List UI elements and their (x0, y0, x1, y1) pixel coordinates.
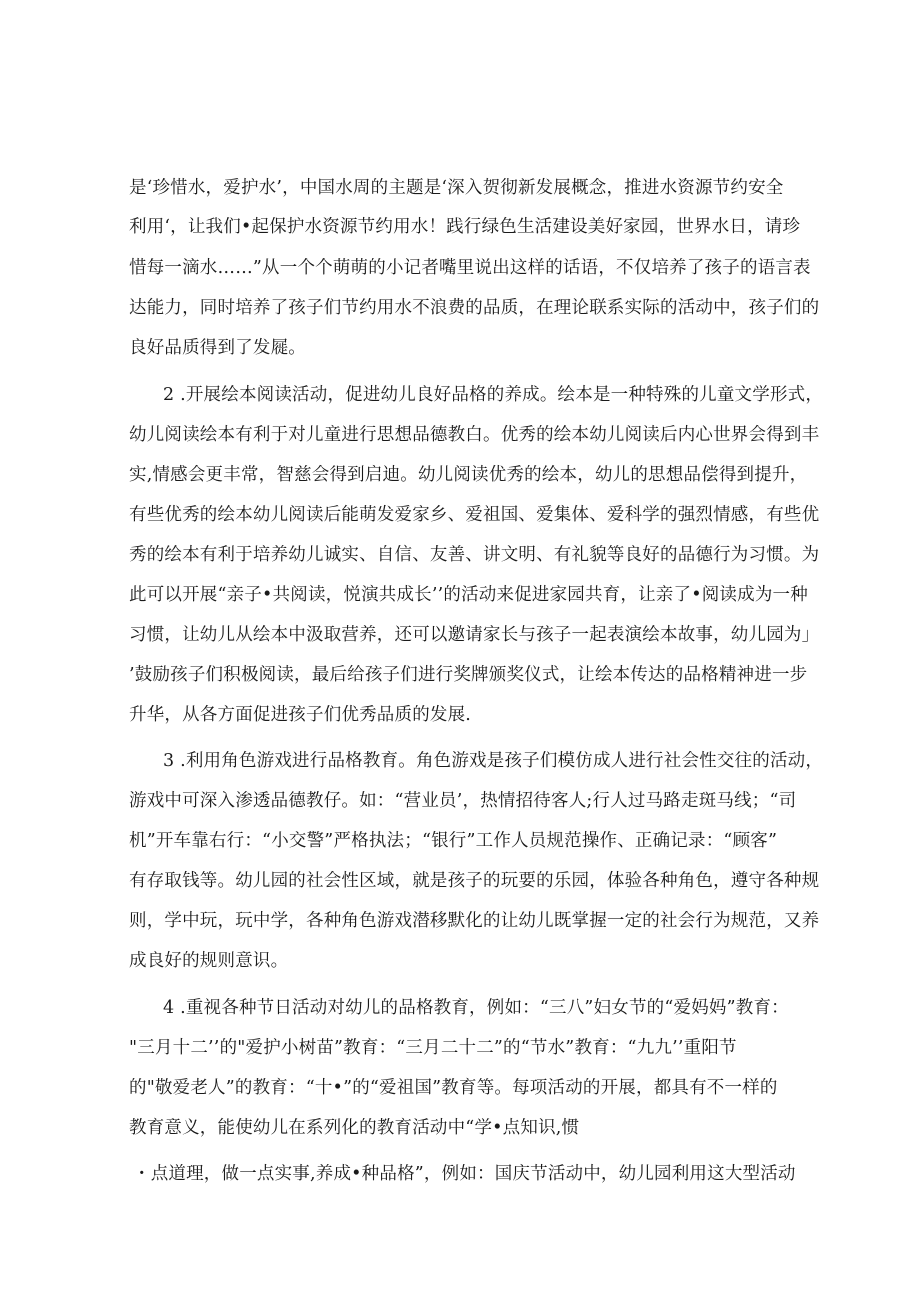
text-line: "三月十二’’的"爱护小树苗”教育：“三月二十二”的“节水”教育：“九九’’重阳节 (129, 1038, 737, 1058)
text-line: 幼儿阅读绘本有利于对儿童进行思想品德教白。优秀的绘本幼儿阅读后内心世界会得到丰 (129, 425, 820, 445)
text-line: 机”开车靠右行：“小交警”严格执法；“银行”工作人员规范操作、正确记录：“顾客” (129, 831, 778, 851)
text-line: 教育意义，能使幼儿在系列化的教育活动中“学•点知识,惯 (129, 1118, 580, 1138)
text-line: 秀的绘本有利于培养幼儿诚实、自信、友善、讲文明、有礼貌等良好的品德行为习惯。为 (129, 545, 820, 565)
text-line: 4 .重视各种节日活动对幼儿的品格教育，例如：“三八”妇女节的“爱妈妈”教育： (163, 998, 789, 1018)
text-line: 成良好的规则意识。 (129, 951, 289, 971)
text-line: 的"敬爱老人”的教育：“十•”的“爱祖国”教育等。每项活动的开展，都具有不一样的 (129, 1078, 778, 1098)
text-line: 达能力，同时培养了孩子们节约用水不浪费的品质，在理论联系实际的活动中，孩子们的 (129, 298, 820, 318)
text-line: 则，学中玩，玩中学，各种角色游戏潜移默化的让幼儿既掌握一定的社会行为规范，又养 (129, 911, 820, 931)
text-line: 实,情感会更丰常，智慈会得到启迪。幼儿阅读优秀的绘本，幼儿的思想品偿得到提升， (129, 465, 808, 485)
text-line: 是‘珍惜水，爱护水’，中国水周的主题是‘深入贺彻新发展概念，推进水资源节约安全 (129, 178, 784, 198)
text-line: 习惯，让幼儿从绘本中汲取营养，还可以邀请家长与孩子一起表演绘本故事，幼儿园为」 (129, 625, 820, 645)
text-line: 惜每一滴水……”从一个个萌萌的小记者嘴里说出这样的话语，不仅培养了孩子的语言表 (129, 258, 811, 278)
text-line: 2 .开展绘本阅读活动，促进幼儿良好品格的养成。绘本是一种特殊的儿童文学形式， (163, 385, 824, 405)
text-line: 升华，从各方面促进孩子们优秀品质的发展. (129, 705, 472, 725)
text-line: 利用‘，让我们•起保护水资源节约用水！践行绿色生活建设美好家园，世界水日，请珍 (129, 217, 801, 237)
text-line: 游戏中可深入渗透品德教仔。如：“营业员’，热情招待客人;行人过马路走斑马线；“司 (129, 791, 797, 811)
text-line: 有存取钱等。幼儿园的社会性区域，就是孩子的玩要的乐园，体验各种角色，遵守各种规 (129, 871, 820, 891)
text-line: ’鼓励孩子们积极阅读，最后给孩子们进行奖牌颁奖仪式，让绘本传达的品格精神进一步 (129, 665, 808, 685)
text-line: 良好品质得到了发屣。 (129, 338, 306, 358)
text-line: 此可以开展“亲子•共阅读，悦演共成长’’的活动来促进家园共育，让亲了•阅读成为一种 (129, 585, 808, 605)
text-line: ・点道理，做一点实事,养成•种品格”，例如：国庆节活动中，幼儿园利用这大型活动 (133, 1164, 796, 1184)
text-line: 有些优秀的绘本幼儿阅读后能萌发爱家乡、爱祖国、爱集体、爱科学的强烈情感，有些优 (129, 505, 820, 525)
text-line: 3 .利用角色游戏进行品格教育。角色游戏是孩子们模仿成人进行社会性交往的活动， (163, 751, 824, 771)
